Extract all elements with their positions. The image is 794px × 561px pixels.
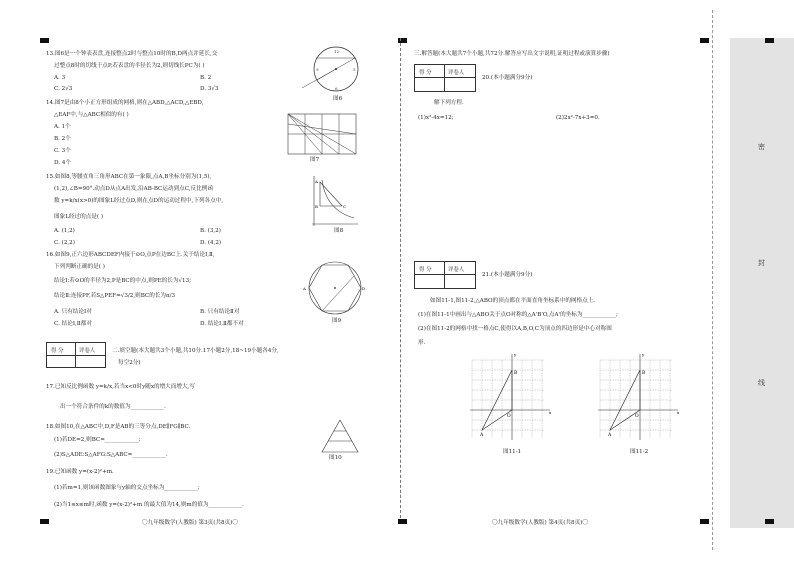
registration-mark — [700, 519, 709, 524]
q17-stem-1: 17.已知反比例函数 y=k/x,若当x<0时y随x的增大而增大,写 — [46, 384, 195, 390]
q16-option-d: D. 结论Ⅰ,Ⅱ都不对 — [200, 321, 244, 327]
figure-11-2-grid — [598, 350, 682, 442]
q16-option-a: A. 只有结论Ⅰ对 — [54, 309, 92, 315]
q13-option-d: D. 3√3 — [200, 86, 219, 92]
q16-stem-4: 结论Ⅱ:连接PF,若S△PEF=√3/2,则BC的长为π/3 — [54, 293, 176, 299]
q18-part-2: (2)S△ADE:S△AFG:S△ABC=____________. — [54, 452, 168, 458]
q21-part-2-line-2: 形. — [418, 340, 426, 346]
registration-mark — [700, 38, 709, 43]
q16-option-c: C. 结论Ⅰ,Ⅱ都对 — [54, 321, 92, 327]
q15-stem-1: 15.如图8,等腰直角三角形ABC在第一象限,点A,B坐标分别为(1,5), — [46, 174, 212, 180]
q15-stem-4: 图象L经过的点是( ) — [54, 214, 104, 220]
q21-part-2-line-1: (2)在图11-2的网格中找一格点C,使得以A,B,O,C为顶点的四边形是中心对称图 — [418, 326, 612, 332]
left-page-footer: 〇九年级数学(人教版) 第3页(共8页)〇 — [142, 520, 238, 526]
figure-11-1-grid — [470, 350, 554, 442]
score-label: 得 分 — [51, 348, 64, 354]
section-2-heading-2: 每空2分) — [118, 360, 141, 366]
q18-part-1: (1)若DE=2,则BC=____________; — [54, 437, 141, 443]
margin-char-2: 封 — [758, 259, 765, 267]
q19-part-2: (2)当1≤x≤m时,函数 y=(x-2)²+m 的最大值为14,则m的值为____________. — [54, 502, 244, 508]
q16-stem-1: 16.如图9,正六边形ABCDEF内接于⊙O,点P在边BC上.关于结论Ⅰ,Ⅱ, — [46, 252, 215, 258]
svg-text:O: O — [507, 414, 511, 419]
q20-instruction: 解下列方程. — [434, 100, 464, 106]
score-box-section-2 — [46, 342, 106, 368]
q21-part-1: (1)在图11-1中画出与△ABO关于点O对称的△A'B'O,点A'的坐标为____________; — [418, 312, 618, 318]
svg-text:A: A — [315, 179, 318, 184]
svg-text:y: y — [642, 352, 645, 357]
fig7-caption: 图7 — [310, 157, 320, 163]
q14-option-d: D. 4个 — [54, 160, 71, 166]
q15-option-c: C. (2,2) — [54, 240, 75, 246]
q14-stem-1: 14.图7是由8个小正方形组成的网格,则在△ABD,△ACD,△EBD, — [46, 100, 204, 106]
registration-mark — [765, 519, 774, 524]
margin-char-1: 密 — [758, 143, 765, 151]
q14-stem-2: △EAF中,与△ABC相似的有( ) — [54, 112, 129, 118]
q13-option-c: C. 2√3 — [54, 86, 73, 92]
svg-text:y: y — [514, 352, 517, 357]
fig10-caption: 图10 — [329, 455, 342, 461]
svg-text:A: A — [608, 433, 612, 438]
margin-char-3: 线 — [758, 379, 765, 387]
grader-label: 评卷人 — [79, 348, 96, 354]
q14-option-c: C. 3个 — [54, 148, 71, 154]
section-2-heading-1: 二.填空题(本大题共3个小题,共10分.17小题2分,18~19小题各4分, — [112, 348, 279, 354]
q16-option-b: B. 只有结论Ⅱ对 — [200, 309, 240, 315]
right-page-footer: 〇九年级数学(人教版) 第4页(共8页)〇 — [492, 520, 588, 526]
q15-option-a: A. (1,2) — [54, 228, 75, 234]
q15-option-b: B. (3,2) — [200, 228, 221, 234]
registration-mark — [40, 519, 49, 524]
q14-option-b: B. 2个 — [54, 136, 71, 142]
fig11-1-caption: 图11-1 — [503, 449, 522, 455]
fig8-caption: 图8 — [334, 228, 344, 234]
svg-text:D: D — [362, 286, 366, 291]
q15-stem-3: 数 y=k/x(x>0)的图象L经过点D,则在点D的运动过程中,下列各点中, — [54, 198, 224, 204]
svg-text:B: B — [642, 371, 646, 376]
registration-mark — [398, 519, 407, 524]
q20-part-1: (1)x²-4x=12; — [418, 115, 454, 121]
q15-option-d: D. (4,2) — [200, 240, 222, 246]
q21-stem: 如图11-1,图11-2,△ABO的顶点都在平面直角坐标系中的网格点上. — [430, 298, 596, 304]
svg-text:B: B — [514, 371, 518, 376]
svg-text:12: 12 — [334, 49, 340, 54]
score-label: 得 分 — [419, 267, 432, 273]
svg-text:x: x — [549, 410, 552, 415]
svg-text:3: 3 — [353, 67, 356, 72]
svg-text:6: 6 — [335, 86, 338, 91]
figure-6-clock — [302, 44, 372, 96]
svg-text:C: C — [343, 204, 347, 209]
q16-stem-2: 下列判断正确的是( ) — [54, 264, 105, 270]
svg-text:A: A — [480, 433, 484, 438]
figure-8-graph — [306, 174, 362, 230]
q20-title: 20.(本小题满分9分) — [482, 75, 533, 81]
q15-stem-2: (1,2),∠B=90°.动点D从点A出发,沿AB-BC运动到点C,反比例函 — [54, 186, 213, 192]
svg-text:A: A — [303, 286, 306, 291]
grader-label: 评卷人 — [448, 70, 465, 76]
svg-text:x: x — [677, 410, 680, 415]
figure-9-hexagon — [302, 258, 368, 320]
figure-10-triangle — [318, 418, 362, 456]
figure-7-grid — [286, 112, 362, 158]
svg-text:O: O — [635, 414, 639, 419]
q21-title: 21.(本小题满分9分) — [482, 272, 533, 278]
q14-option-a: A. 1个 — [54, 124, 71, 130]
margin-dashed-line — [712, 10, 713, 550]
score-box-q20 — [414, 64, 476, 92]
fig9-caption: 图9 — [332, 318, 342, 324]
q13-stem-2: 过整点8时的切线于点P,若表盘的半径长为2,则切线长PC为( ) — [54, 63, 205, 69]
q13-option-a: A. 3 — [54, 75, 66, 81]
page-divider — [400, 38, 401, 518]
grader-label: 评卷人 — [448, 267, 465, 273]
registration-mark — [40, 38, 49, 43]
score-label: 得 分 — [419, 70, 432, 76]
q19-part-1: (1)若m=1,则该函数图象与y轴的交点坐标为____________; — [54, 485, 200, 491]
q16-stem-3: 结论Ⅰ:若⊙O的半径为2,P是BC的中点,则PE的长为√13; — [54, 278, 192, 284]
section-3-heading: 三.解答题(本大题共7个小题,共72分.解答应写出文字说明,证明过程或演算步骤) — [414, 51, 610, 57]
q19-stem: 19.已知函数 y=(x-2)²+m. — [46, 469, 114, 475]
fig11-2-caption: 图11-2 — [630, 449, 649, 455]
svg-text:9: 9 — [316, 67, 319, 72]
fig6-caption: 图6 — [333, 96, 343, 102]
q13-option-b: B. 2 — [200, 75, 212, 81]
q20-part-2: (2)2x²-7x+3=0. — [556, 115, 600, 121]
q17-stem-2: 出一个符合条件的k的数值为____________. — [60, 404, 166, 410]
binding-margin-strip — [730, 38, 794, 528]
q18-stem: 18.如图10,在△ABC中,D,F是AB的三等分点,DE∥FG∥BC. — [46, 424, 191, 430]
q13-stem-1: 13.图6是一个钟表表盘,连接整点2时与整点10时的B,D两点并延长,交 — [46, 51, 218, 57]
score-box-q21 — [414, 261, 476, 289]
svg-text:B: B — [315, 204, 318, 209]
registration-mark — [765, 38, 774, 43]
